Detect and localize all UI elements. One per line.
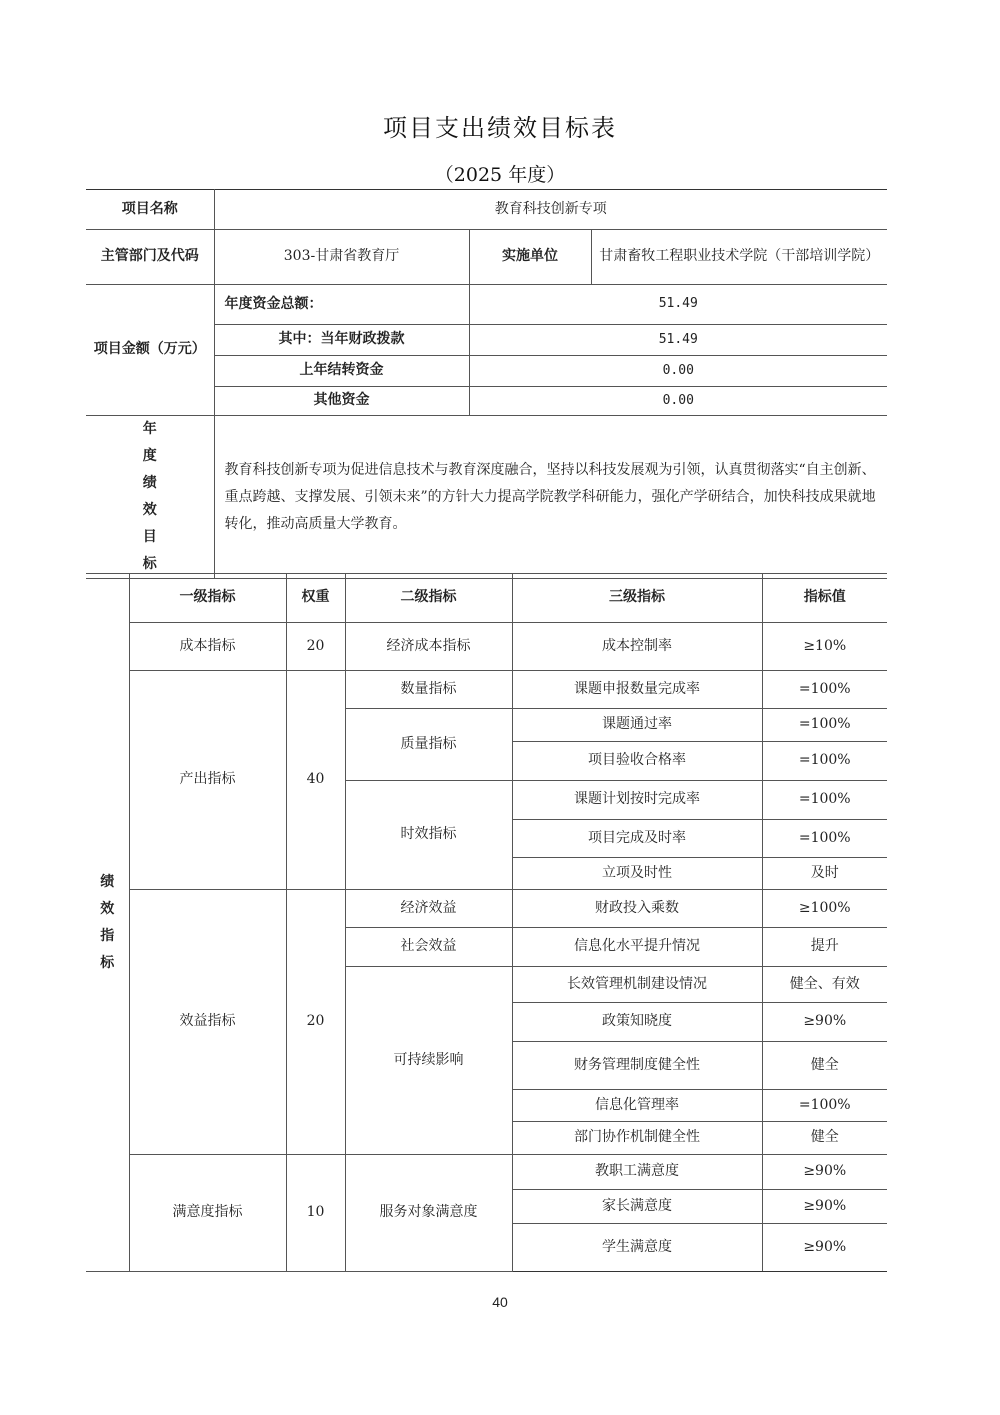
value-cell: 健全 [762,1122,887,1155]
indicator-side-label: 绩效指标 [100,873,115,971]
weight-cell: 10 [286,1155,345,1272]
level2-cell: 经济成本指标 [345,623,512,671]
header-level1: 一级指标 [129,574,286,623]
level3-cell: 项目验收合格率 [512,742,762,781]
level3-cell: 课题申报数量完成率 [512,671,762,709]
level1-cell: 成本指标 [129,623,286,671]
project-name-value: 教育科技创新专项 [214,190,887,230]
project-name-label: 项目名称 [86,190,214,230]
dept-label: 主管部门及代码 [86,230,214,285]
dept-value: 303-甘肃省教育厅 [214,230,469,285]
level3-cell: 教职工满意度 [512,1155,762,1190]
amount-row-label: 年度资金总额： [214,285,469,325]
dept-row [86,230,887,285]
level3-cell: 部门协作机制健全性 [512,1122,762,1155]
level1-cell: 效益指标 [129,890,286,1155]
amount-row-label: 上年结转资金 [214,356,469,387]
amount-row-value: 51.49 [469,285,887,325]
project-info-table [86,189,887,579]
level3-cell: 课题通过率 [512,709,762,742]
level3-cell: 项目完成及时率 [512,820,762,858]
value-cell: =100% [762,709,887,742]
value-cell: 及时 [762,858,887,890]
level2-cell: 社会效益 [345,928,512,967]
amount-label: 项目金额（万元） [86,285,214,416]
project-name-row [86,190,887,230]
value-cell: =100% [762,671,887,709]
unit-value: 甘肃畜牧工程职业技术学院（干部培训学院） [591,230,887,285]
header-value: 指标值 [762,574,887,623]
amount-row-label: 其中：当年财政拨款 [214,325,469,356]
value-cell: ≥90% [762,1003,887,1042]
value-cell: ≥90% [762,1155,887,1190]
table-row [86,890,887,928]
table-row [86,1155,887,1190]
weight-cell: 20 [286,890,345,1155]
amount-row-label: 其他资金 [214,387,469,416]
table-row [86,671,887,709]
amount-row-value: 51.49 [469,325,887,356]
header-level2: 二级指标 [345,574,512,623]
value-cell: 健全 [762,1042,887,1090]
level2-cell: 时效指标 [345,781,512,890]
level2-cell: 可持续影响 [345,967,512,1155]
goal-label-cell [86,416,214,579]
level3-cell: 成本控制率 [512,623,762,671]
level3-cell: 课题计划按时完成率 [512,781,762,820]
level3-cell: 财务管理制度健全性 [512,1042,762,1090]
level1-cell: 产出指标 [129,671,286,890]
value-cell: ≥90% [762,1190,887,1224]
amount-row-value: 0.00 [469,356,887,387]
indicator-header-row [86,574,887,623]
indicator-table [86,573,887,1272]
goal-label: 年度绩效目标 [142,421,157,572]
level3-cell: 信息化水平提升情况 [512,928,762,967]
amount-row-value: 0.00 [469,387,887,416]
level2-cell: 质量指标 [345,709,512,781]
table-row [86,623,887,671]
page-subtitle: （2025 年度） [434,164,566,186]
value-cell: ≥10% [762,623,887,671]
level2-cell: 经济效益 [345,890,512,928]
level2-cell: 数量指标 [345,671,512,709]
value-cell: =100% [762,781,887,820]
level3-cell: 政策知晓度 [512,1003,762,1042]
level3-cell: 信息化管理率 [512,1090,762,1122]
level3-cell: 长效管理机制建设情况 [512,967,762,1003]
value-cell: =100% [762,1090,887,1122]
level2-cell: 服务对象满意度 [345,1155,512,1272]
level1-cell: 满意度指标 [129,1155,286,1272]
value-cell: ≥100% [762,890,887,928]
value-cell: 提升 [762,928,887,967]
header-weight: 权重 [286,574,345,623]
header-level3: 三级指标 [512,574,762,623]
weight-cell: 20 [286,623,345,671]
unit-label: 实施单位 [469,230,591,285]
goal-row [86,416,887,579]
weight-cell: 40 [286,671,345,890]
value-cell: =100% [762,820,887,858]
page-title: 项目支出绩效目标表 [383,114,617,142]
indicator-side-cell [86,574,129,1272]
page-number: 40 [492,1294,508,1310]
value-cell: 健全、有效 [762,967,887,1003]
goal-text: 教育科技创新专项为促进信息技术与教育深度融合，坚持以科技发展观为引领，认真贯彻落实“自主创新、重点跨越、支撑发展、引领未来”的方针大力提高学院教学科研能力，强化产学研结合，加快科技成果就地转化，推动高质量大学教育。 [214,416,887,579]
level3-cell: 学生满意度 [512,1224,762,1272]
value-cell: =100% [762,742,887,781]
amount-row [86,285,887,325]
level3-cell: 立项及时性 [512,858,762,890]
value-cell: ≥90% [762,1224,887,1272]
level3-cell: 财政投入乘数 [512,890,762,928]
level3-cell: 家长满意度 [512,1190,762,1224]
